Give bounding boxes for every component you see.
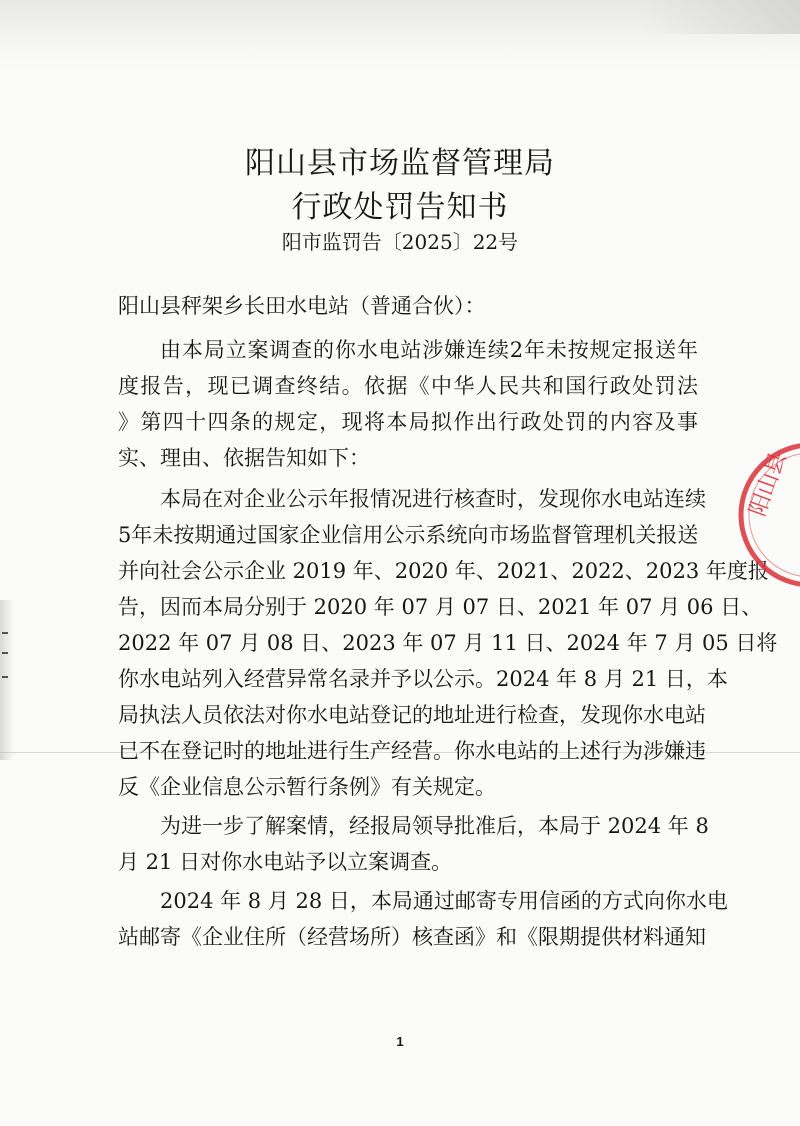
paragraph-2-line-1: 本局在对企业公示年报情况进行核查时，发现你水电站连续	[160, 487, 706, 511]
paragraph-3-line-1: 为进一步了解案情，经报局领导批准后，本局于 2024 年 8	[160, 814, 709, 838]
page-number: 1	[396, 1034, 404, 1049]
paragraph-2-line-5: 2022 年 07 月 08 日、2023 年 07 月 11 日、2024 年 7 月 05 日将	[118, 631, 778, 655]
official-seal-icon	[736, 440, 800, 590]
scan-edge-mark	[2, 676, 8, 678]
document-number: 阳市监罚告〔2025〕22号	[281, 230, 519, 254]
agency-title: 阳山县市场监督管理局	[245, 146, 555, 181]
scan-left-crease	[0, 600, 14, 760]
document-type-title: 行政处罚告知书	[291, 190, 509, 225]
paragraph-4-line-1: 2024 年 8 月 28 日，本局通过邮寄专用信函的方式向你水电	[160, 889, 728, 913]
paragraph-1-line-1: 由本局立案调查的你水电站涉嫌连续2年未按规定报送年	[160, 338, 698, 362]
scan-edge-mark	[2, 652, 8, 654]
paragraph-2-line-6: 你水电站列入经营异常名录并予以公示。2024 年 8 月 21 日，本	[118, 667, 728, 691]
paragraph-2-line-2: 5年未按期通过国家企业信用公示系统向市场监督管理机关报送	[118, 523, 699, 547]
paragraph-1-line-3: 》第四十四条的规定，现将本局拟作出行政处罚的内容及事	[118, 410, 698, 434]
paragraph-2-line-3: 并向社会公示企业 2019 年、2020 年、2021、2022、2023 年度报	[118, 559, 769, 583]
scan-top-crease	[640, 0, 800, 34]
paragraph-2-line-4: 告，因而本局分别于 2020 年 07 月 07 日、2021 年 07 月 06 日、	[118, 595, 763, 619]
addressee: 阳山县秤架乡长田水电站（普通合伙）：	[118, 294, 486, 318]
paragraph-2-line-8: 已不在登记时的地址进行生产经营。你水电站的上述行为涉嫌违	[118, 739, 706, 763]
seal-text: 阳山县	[745, 448, 792, 520]
paragraph-4-line-2: 站邮寄《企业住所（经营场所）核查函》和《限期提供材料通知	[118, 925, 706, 949]
paragraph-3-line-2: 月 21 日对你水电站予以立案调查。	[118, 850, 453, 874]
paragraph-1-line-2: 度报告，现已调查终结。依据《中华人民共和国行政处罚法	[118, 374, 698, 398]
scan-edge-mark	[2, 632, 8, 634]
paragraph-1-line-4: 实、理由、依据告知如下：	[118, 446, 370, 470]
paragraph-2-line-7: 局执法人员依法对你水电站登记的地址进行检查，发现你水电站	[118, 703, 706, 727]
paragraph-2-line-9: 反《企业信息公示暂行条例》有关规定。	[118, 775, 496, 799]
